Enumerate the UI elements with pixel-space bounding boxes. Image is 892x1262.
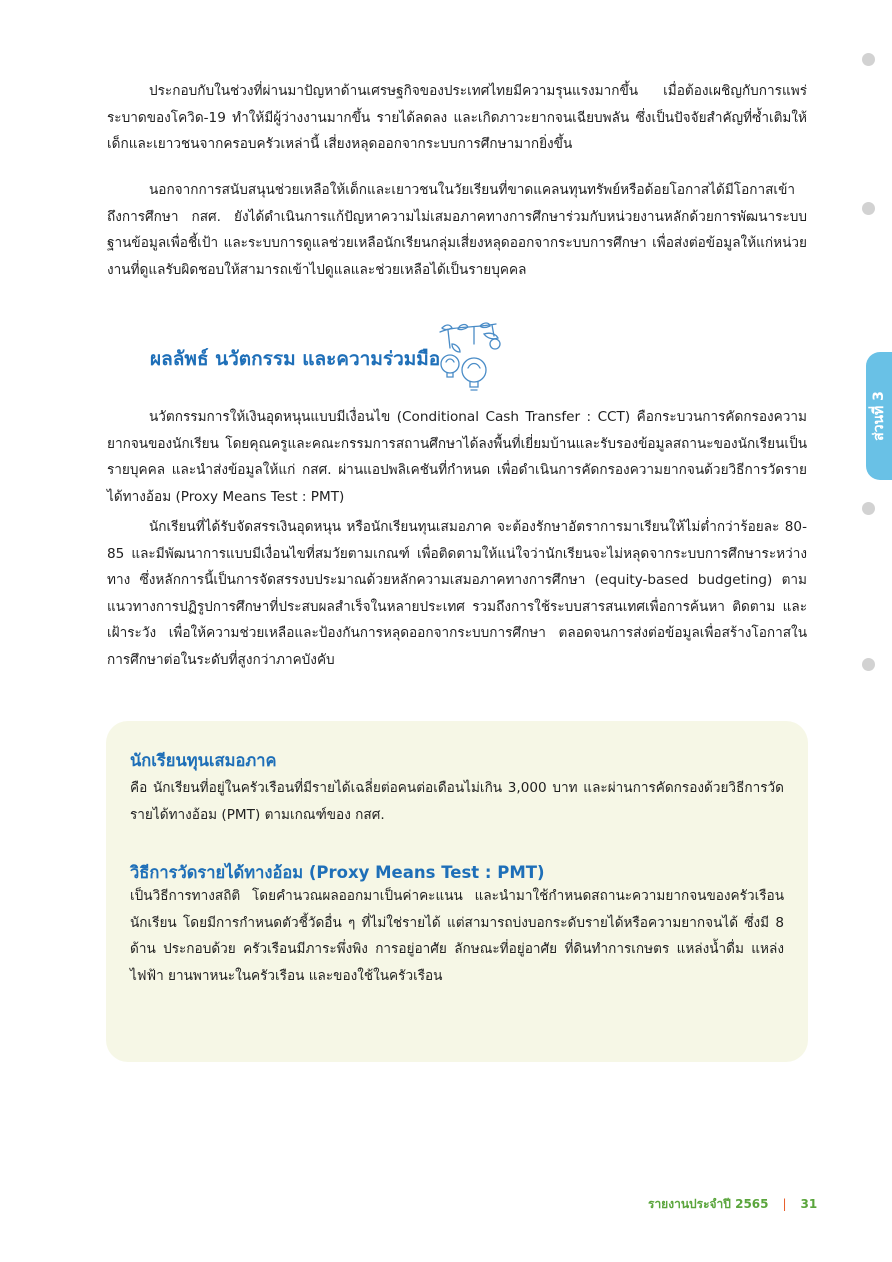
definition-title-1: นักเรียนทุนเสมอภาค <box>130 751 277 770</box>
definition-text-2: เป็นวิธีการทางสถิติ โดยคำนวณผลออกมาเป็นค่าคะแนน และนำมาใช้กำหนดสถานะความยากจนของครัวเรือนนักเรียน โดยมีการกำหนดตัวชี้วัดอื่น ๆ ที่ไม่ใช่รายได้ แต่สามารถบ่งบอกระดับรายได้หรือความยากจนได้ ซึ่งมี 8 ด้าน ประกอบด้วย ครัวเรือนมีภาระพึ่งพิง การอยู่อาศัย ลักษณะที่อยู่อาศัย ที่ดินทำการเกษตร แหล่งน้ำดื่ม แหล่งไฟฟ้า ยานพาหนะในครัวเรือน และของใช้ในครัวเรือน <box>130 888 784 984</box>
side-tab-label: ส่วนที่ 3 <box>871 391 887 441</box>
definition-text-1: คือ นักเรียนที่อยู่ในครัวเรือนที่มีรายได้เฉลี่ยต่อคนต่อเดือนไม่เกิน 3,000 บาท และผ่านการคัดกรองด้วยวิธีการวัดรายได้ทางอ้อม (PMT) ตามเกณฑ์ของ กสศ. <box>130 780 784 823</box>
footer-report-label: รายงานประจำปี 2565 <box>648 1197 769 1211</box>
section-heading: ผลลัพธ์ นวัตกรรม และความร่วมมือ <box>150 348 441 370</box>
margin-dot <box>862 502 875 515</box>
margin-dot <box>862 658 875 671</box>
intro-paragraph-1: ประกอบกับในช่วงที่ผ่านมาปัญหาด้านเศรษฐกิจของประเทศไทยมีความรุนแรงมากขึ้น เมื่อต้องเผชิญกับการแพร่ระบาดของโควิด-19 ทำให้มีผู้ว่างงานมากขึ้น รายได้ลดลง และเกิดภาวะยากจนเฉียบพลัน ซึ่งเป็นปัจจัยสำคัญที่ซ้ำเติมให้เด็กและเยาวชนจากครอบครัวเหล่านี้ เสี่ยงหลุดออกจากระบบการศึกษามากยิ่งขึ้น <box>107 83 807 152</box>
page-footer <box>648 1195 817 1214</box>
intro-paragraph-2: นอกจากการสนับสนุนช่วยเหลือให้เด็กและเยาวชนในวัยเรียนที่ขาดแคลนทุนทรัพย์หรือด้อยโอกาสได้มีโอกาสเข้าถึงการศึกษา กสศ. ยังได้ดำเนินการแก้ปัญหาความไม่เสมอภาคทางการศึกษาร่วมกับหน่วยงานหลักด้วยการพัฒนาระบบฐานข้อมูลเพื่อชี้เป้า และระบบการดูแลช่วยเหลือนักเรียนกลุ่มเสี่ยงหลุดออกจากระบบการศึกษา เพื่อส่งต่อข้อมูลให้แก่หน่วยงานที่ดูแลรับผิดชอบให้สามารถเข้าไปดูแลและช่วยเหลือได้เป็นรายบุคคล <box>107 182 807 278</box>
hanging-lightbulbs-icon <box>434 322 504 394</box>
footer-separator: | <box>782 1197 787 1211</box>
section-paragraph-1: นวัตกรรมการให้เงินอุดหนุนแบบมีเงื่อนไข (Conditional Cash Transfer : CCT) คือกระบวนการคัดกรองความยากจนของนักเรียน โดยคุณครูและคณะกรรมการสถานศึกษาได้ลงพื้นที่เยี่ยมบ้านและรับรองข้อมูลสถานะของนักเรียนเป็นรายบุคคล และนำส่งข้อมูลให้แก่ กสศ. ผ่านแอปพลิเคชันที่กำหนด เพื่อดำเนินการคัดกรองความยากจนด้วยวิธีการวัดรายได้ทางอ้อม (Proxy Means Test : PMT) <box>107 409 807 505</box>
page-number: 31 <box>800 1197 818 1211</box>
definition-title-2: วิธีการวัดรายได้ทางอ้อม (Proxy Means Test : PMT) <box>130 863 545 882</box>
margin-dot <box>862 53 875 66</box>
margin-dot <box>862 202 875 215</box>
definition-box <box>106 721 808 1062</box>
section-paragraph-2: นักเรียนที่ได้รับจัดสรรเงินอุดหนุน หรือนักเรียนทุนเสมอภาค จะต้องรักษาอัตราการมาเรียนให้ไม่ต่ำกว่าร้อยละ 80-85 และมีพัฒนาการแบบมีเงื่อนไขที่สมวัยตามเกณฑ์ เพื่อติดตามให้แน่ใจว่านักเรียนจะไม่หลุดจากระบบการศึกษาระหว่างทาง ซึ่งหลักการนี้เป็นการจัดสรรงบประมาณด้วยหลักความเสมอภาคทางการศึกษา (equity-based budgeting) ตามแนวทางการปฏิรูปการศึกษาที่ประสบผลสำเร็จในหลายประเทศ รวมถึงการใช้ระบบสารสนเทศเพื่อการค้นหา ติดตาม และเฝ้าระวัง เพื่อให้ความช่วยเหลือและป้องกันการหลุดออกจากระบบการศึกษา ตลอดจนการส่งต่อข้อมูลเพื่อสร้างโอกาสในการศึกษาต่อในระดับที่สูงกว่าภาคบังคับ <box>107 519 807 668</box>
section-side-tab[interactable] <box>866 352 892 480</box>
